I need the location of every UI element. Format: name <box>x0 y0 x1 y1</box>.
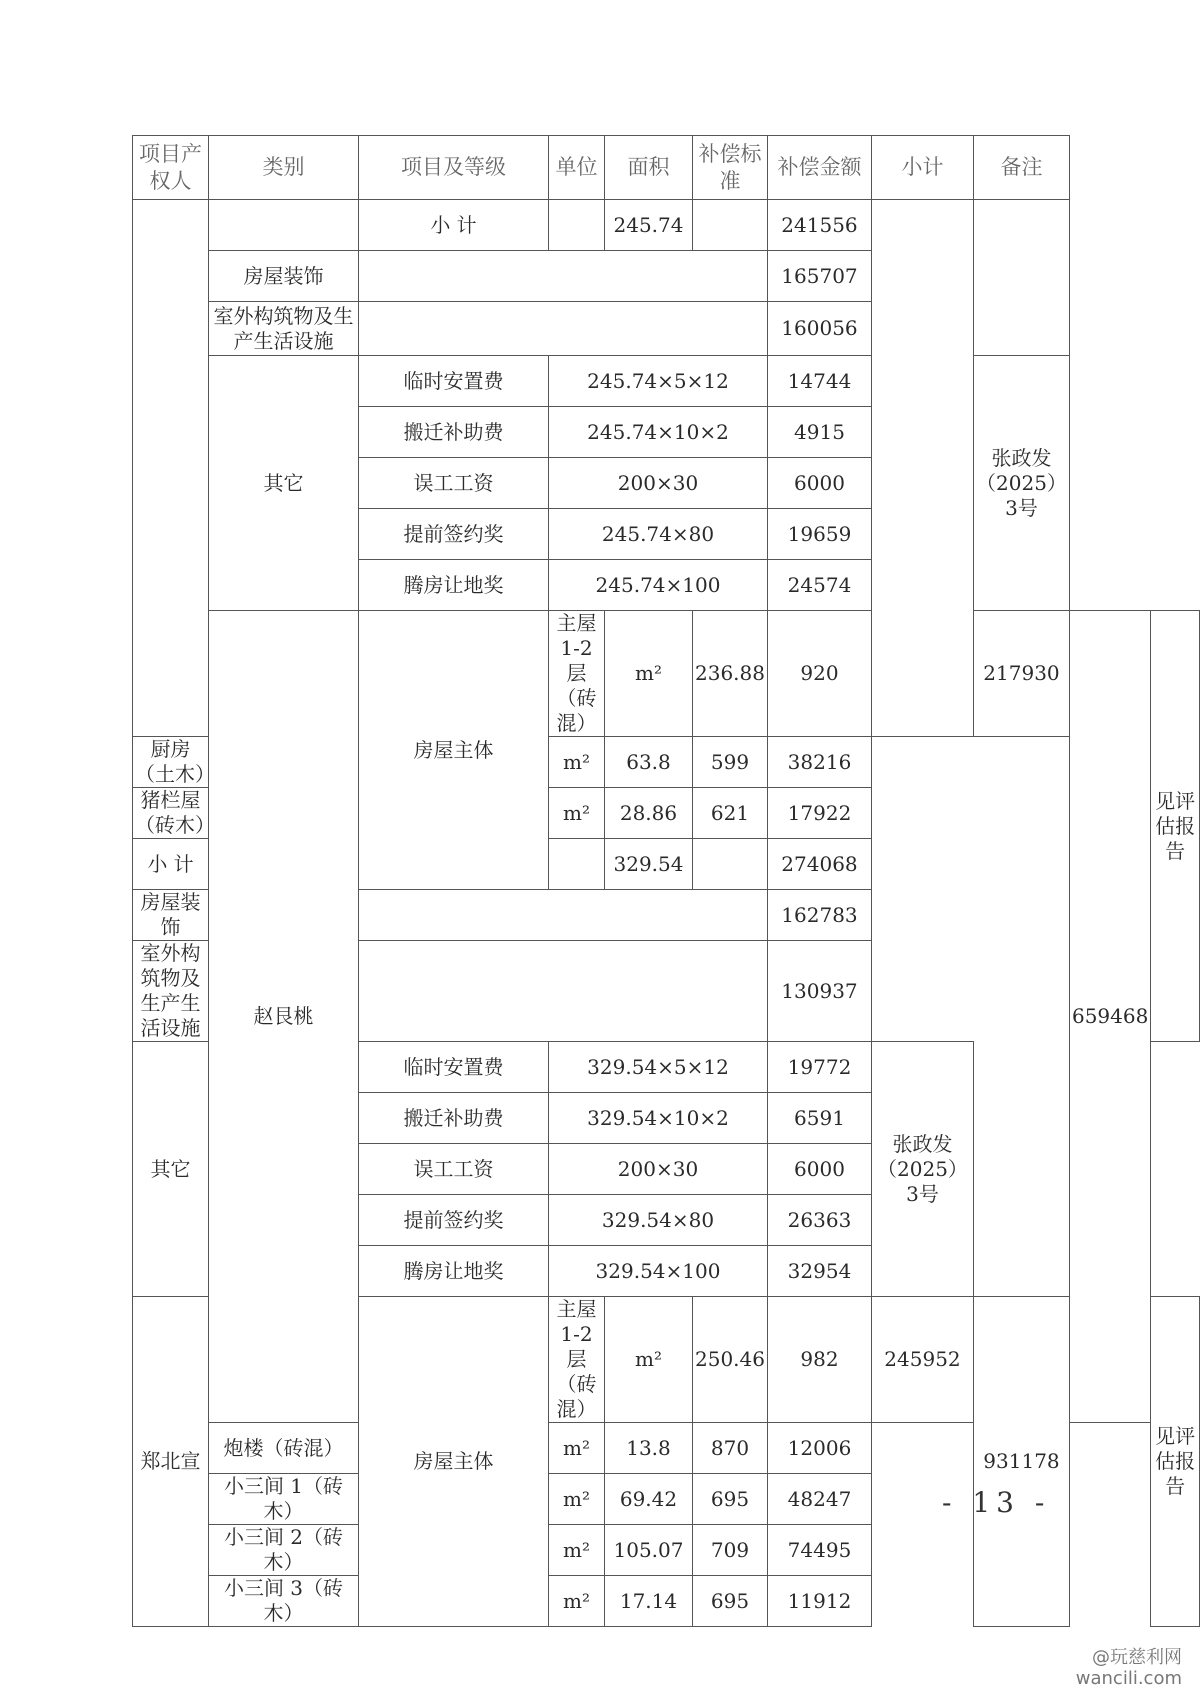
unit-cell <box>549 200 605 251</box>
amount-cell: 32954 <box>767 1246 871 1297</box>
item-cell: 主屋 1-2 层（砖混） <box>549 611 605 737</box>
subtotal-cell <box>871 200 973 737</box>
amount-cell: 162783 <box>767 890 871 941</box>
unit-cell <box>549 839 605 890</box>
header-item-grade: 项目及等级 <box>359 136 549 200</box>
blank-cell <box>359 941 768 1042</box>
area-cell: 13.8 <box>605 1423 693 1474</box>
blank-cell <box>359 890 768 941</box>
item-cell: 提前签约奖 <box>359 1195 549 1246</box>
unit-cell: m² <box>549 737 605 788</box>
item-cell: 腾房让地奖 <box>359 1246 549 1297</box>
item-cell: 误工工资 <box>359 1144 549 1195</box>
category-cell: 其它 <box>209 356 359 611</box>
rate-cell: 695 <box>693 1576 768 1627</box>
category-cell <box>209 200 359 251</box>
rate-cell: 599 <box>693 737 768 788</box>
rate-cell: 982 <box>767 1297 871 1423</box>
item-cell: 提前签约奖 <box>359 509 549 560</box>
amount-cell: 165707 <box>767 251 871 302</box>
amount-cell: 6591 <box>767 1093 871 1144</box>
amount-cell: 241556 <box>767 200 871 251</box>
subtotal-label: 小 计 <box>359 200 549 251</box>
item-cell: 厨房（土木） <box>133 737 209 788</box>
header-subtotal: 小计 <box>871 136 973 200</box>
item-cell: 猪栏屋（砖木） <box>133 788 209 839</box>
item-cell: 主屋 1-2 层（砖混） <box>549 1297 605 1423</box>
category-cell: 其它 <box>133 1042 209 1297</box>
item-cell: 搬迁补助费 <box>359 407 549 458</box>
amount-cell: 217930 <box>973 611 1069 737</box>
blank-cell <box>359 302 768 356</box>
calc-cell: 329.54×80 <box>549 1195 768 1246</box>
area-cell: 63.8 <box>605 737 693 788</box>
amount-cell: 6000 <box>767 1144 871 1195</box>
unit-cell: m² <box>549 1474 605 1525</box>
area-cell: 105.07 <box>605 1525 693 1576</box>
rate-cell: 920 <box>767 611 871 737</box>
subtotal-cell: 659468 <box>1069 611 1150 1423</box>
calc-cell: 329.54×10×2 <box>549 1093 768 1144</box>
header-unit: 单位 <box>549 136 605 200</box>
table-row <box>133 611 1200 737</box>
item-cell: 搬迁补助费 <box>359 1093 549 1144</box>
compensation-table <box>132 135 1200 1627</box>
watermark <box>1076 1648 1182 1689</box>
area-cell: 245.74 <box>605 200 693 251</box>
header-area: 面积 <box>605 136 693 200</box>
header-note: 备注 <box>973 136 1069 200</box>
rate-cell: 870 <box>693 1423 768 1474</box>
area-cell: 329.54 <box>605 839 693 890</box>
item-cell: 小三间 2（砖木） <box>209 1525 359 1576</box>
owner-cell: 赵艮桃 <box>209 611 359 1423</box>
item-cell: 临时安置费 <box>359 356 549 407</box>
rate-cell: 709 <box>693 1525 768 1576</box>
calc-cell: 245.74×80 <box>549 509 768 560</box>
amount-cell: 24574 <box>767 560 871 611</box>
rate-cell <box>693 200 768 251</box>
item-cell: 腾房让地奖 <box>359 560 549 611</box>
amount-cell: 38216 <box>767 737 871 788</box>
area-cell: 236.88 <box>693 611 768 737</box>
category-cell: 房屋装饰 <box>133 890 209 941</box>
blank-cell <box>359 251 768 302</box>
calc-cell: 329.54×100 <box>549 1246 768 1297</box>
table-row <box>133 356 1200 407</box>
watermark-line-1: @玩慈利网 <box>1092 1647 1182 1668</box>
note-cell <box>973 200 1069 356</box>
item-cell: 小三间 3（砖木） <box>209 1576 359 1627</box>
item-cell: 误工工资 <box>359 458 549 509</box>
header-row <box>133 136 1200 200</box>
subtotal-label: 小 计 <box>133 839 209 890</box>
header-owner: 项目产权人 <box>133 136 209 200</box>
category-cell: 室外构筑物及生产生活设施 <box>133 941 209 1042</box>
calc-cell: 245.74×5×12 <box>549 356 768 407</box>
category-cell: 房屋主体 <box>359 611 549 890</box>
category-cell: 房屋主体 <box>359 1297 549 1627</box>
amount-cell: 74495 <box>767 1525 871 1576</box>
area-cell: 69.42 <box>605 1474 693 1525</box>
unit-cell: m² <box>605 611 693 737</box>
calc-cell: 245.74×10×2 <box>549 407 768 458</box>
amount-cell: 245952 <box>871 1297 973 1423</box>
amount-cell: 130937 <box>767 941 871 1042</box>
rate-cell <box>693 839 768 890</box>
area-cell: 28.86 <box>605 788 693 839</box>
amount-cell: 48247 <box>767 1474 871 1525</box>
note-cell: 见评估报告 <box>1151 611 1200 1042</box>
note-cell: 见评估报告 <box>1151 1297 1200 1627</box>
amount-cell: 6000 <box>767 458 871 509</box>
subtotal-cell: 931178 <box>973 1297 1069 1627</box>
unit-cell: m² <box>605 1297 693 1423</box>
item-cell: 炮楼（砖混） <box>209 1423 359 1474</box>
note-cell: 张政发（2025）3号 <box>871 1042 973 1297</box>
category-cell: 房屋装饰 <box>209 251 359 302</box>
unit-cell: m² <box>549 1576 605 1627</box>
calc-cell: 245.74×100 <box>549 560 768 611</box>
calc-cell: 200×30 <box>549 458 768 509</box>
category-cell: 室外构筑物及生产生活设施 <box>209 302 359 356</box>
item-cell: 临时安置费 <box>359 1042 549 1093</box>
amount-cell: 274068 <box>767 839 871 890</box>
amount-cell: 4915 <box>767 407 871 458</box>
amount-cell: 11912 <box>767 1576 871 1627</box>
rate-cell: 621 <box>693 788 768 839</box>
owner-cell: 郑北宣 <box>133 1297 209 1627</box>
table-row <box>133 200 1200 251</box>
calc-cell: 329.54×5×12 <box>549 1042 768 1093</box>
unit-cell: m² <box>549 1423 605 1474</box>
unit-cell: m² <box>549 788 605 839</box>
header-category: 类别 <box>209 136 359 200</box>
area-cell: 250.46 <box>693 1297 768 1423</box>
amount-cell: 26363 <box>767 1195 871 1246</box>
owner-cell <box>133 200 209 737</box>
rate-cell: 695 <box>693 1474 768 1525</box>
amount-cell: 160056 <box>767 302 871 356</box>
item-cell: 小三间 1（砖木） <box>209 1474 359 1525</box>
amount-cell: 19659 <box>767 509 871 560</box>
note-cell: 张政发（2025）3号 <box>973 356 1069 611</box>
amount-cell: 14744 <box>767 356 871 407</box>
amount-cell: 19772 <box>767 1042 871 1093</box>
calc-cell: 200×30 <box>549 1144 768 1195</box>
page-number: - 13 - <box>942 1486 1051 1519</box>
watermark-line-2: wancili.com <box>1075 1667 1182 1689</box>
header-rate: 补偿标准 <box>693 136 768 200</box>
area-cell: 17.14 <box>605 1576 693 1627</box>
unit-cell: m² <box>549 1525 605 1576</box>
header-amount: 补偿金额 <box>767 136 871 200</box>
amount-cell: 12006 <box>767 1423 871 1474</box>
amount-cell: 17922 <box>767 788 871 839</box>
